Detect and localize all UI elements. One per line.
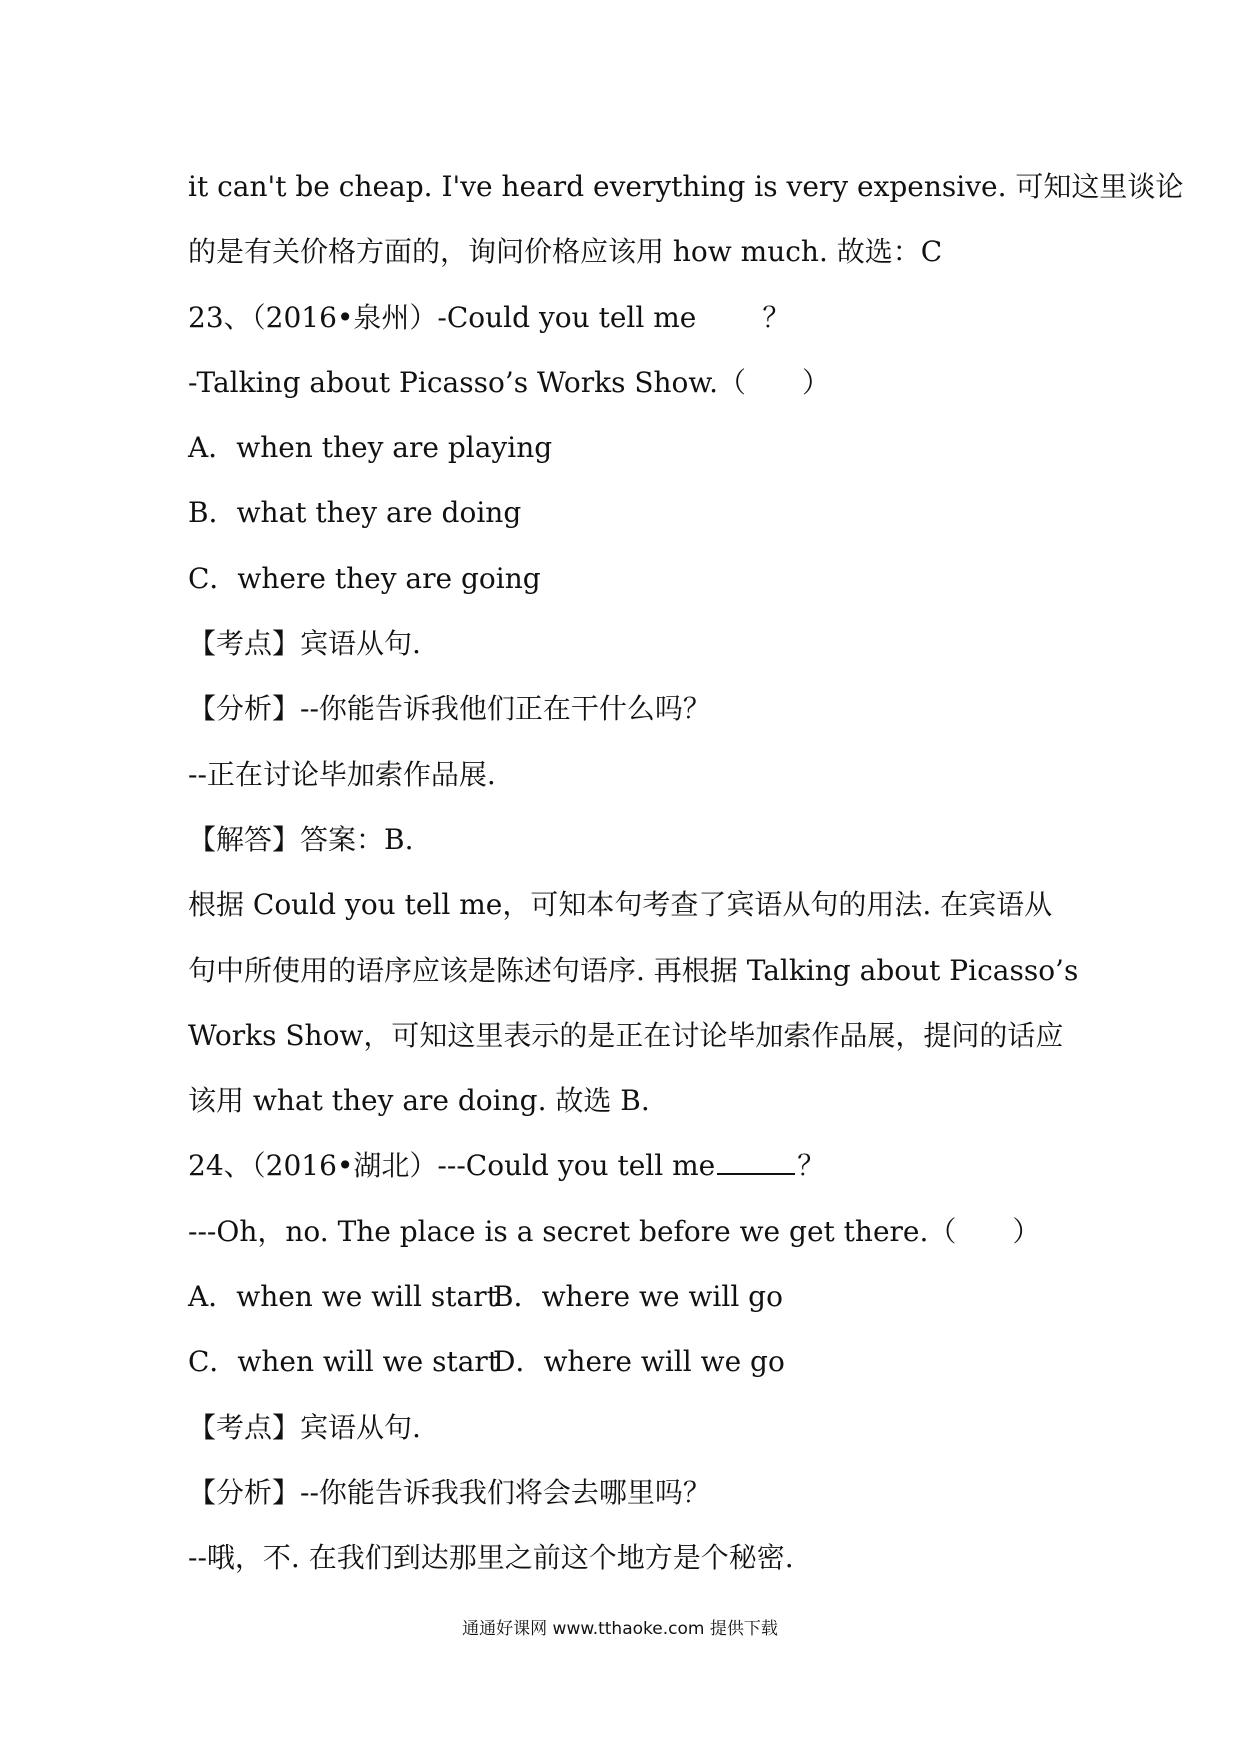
options-row	[188, 1264, 1068, 1329]
analysis-label: 【分析】--你能告诉我我们将会去哪里吗？	[188, 1475, 711, 1509]
option-c: C．where they are going	[188, 561, 541, 595]
text-line: 根据 Could you tell me，可知本句考查了宾语从句的用法. 在宾语从	[188, 888, 1053, 922]
page-content	[188, 154, 1184, 1591]
text-line: ---Oh，no. The place is a secret before we get there.（ ）	[188, 1214, 1041, 1248]
answer-label: 【解答】答案：B.	[188, 822, 414, 856]
options-row	[188, 1329, 1068, 1394]
text-line: 该用 what they are doing. 故选 B.	[188, 1084, 650, 1118]
question-mark: ？	[762, 300, 791, 334]
answer-blank	[717, 1149, 795, 1175]
text-line: Works Show，可知这里表示的是正在讨论毕加索作品展，提问的话应	[188, 1018, 1064, 1052]
text-line: --正在讨论毕加索作品展.	[188, 757, 496, 791]
option-b: B．what they are doing	[188, 496, 522, 530]
text-line: 句中所使用的语序应该是陈述句语序. 再根据 Talking about Picasso’s	[188, 953, 1079, 987]
text-line: -Talking about Picasso’s Works Show.（ ）	[188, 365, 830, 399]
question-24-stem	[188, 1133, 1068, 1198]
question-23-stem	[188, 285, 1068, 350]
kaodian-label: 【考点】宾语从句.	[188, 1410, 421, 1444]
option-b: B．where we will go	[493, 1280, 783, 1314]
question-24-text: 24、（2016•湖北）---Could you tell me	[188, 1149, 716, 1183]
page-footer: 通通好课网 www.tthaoke.com 提供下载	[462, 1619, 778, 1639]
text-line: --哦，不. 在我们到达那里之前这个地方是个秘密.	[188, 1541, 794, 1575]
option-a: A．when we will start	[188, 1280, 498, 1314]
option-c: C．when will we start	[188, 1345, 500, 1379]
question-mark: ？	[797, 1149, 826, 1183]
question-23-text: 23、（2016•泉州）-Could you tell me	[188, 300, 697, 334]
kaodian-label: 【考点】宾语从句.	[188, 627, 421, 661]
option-a: A．when they are playing	[188, 431, 553, 465]
text-line: it can't be cheap. I've heard everything is very expensive. 可知这里谈论	[188, 170, 1184, 203]
option-d: D．where will we go	[493, 1345, 785, 1379]
text-line: 的是有关价格方面的，询问价格应该用 how much. 故选：C	[188, 235, 943, 269]
analysis-label: 【分析】--你能告诉我他们正在干什么吗？	[188, 692, 711, 726]
